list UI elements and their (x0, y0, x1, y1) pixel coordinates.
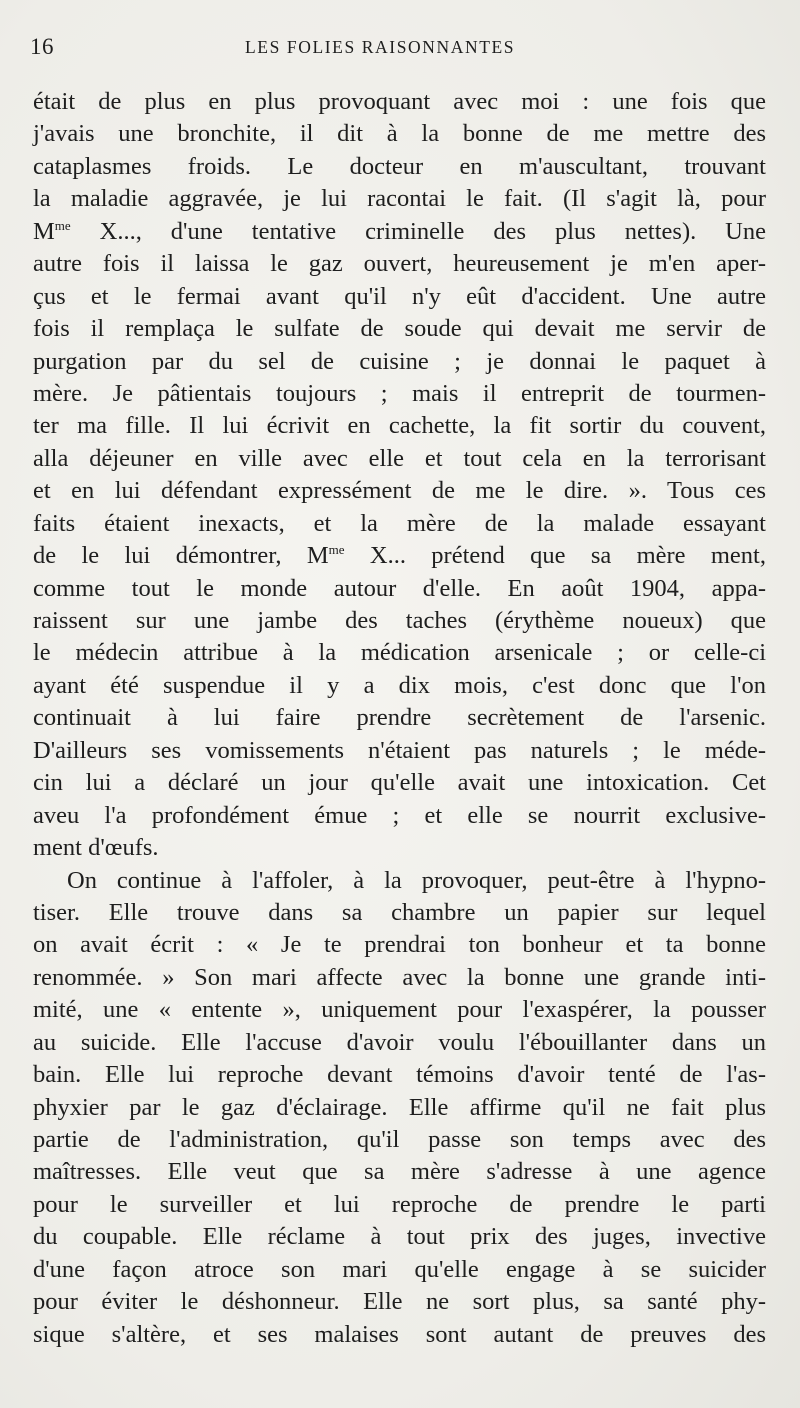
running-title: LES FOLIES RAISONNANTES (245, 37, 516, 57)
text-line: autre fois il laissa le gaz ouvert, heureusement je m'en aper- (33, 250, 766, 278)
text-line: tiser. Elle trouve dans sa chambre un papier sur lequel (33, 898, 766, 926)
text-line: sique s'altère, et ses malaises sont autant de preuves des (33, 1320, 766, 1348)
text-line: ayant été suspendue il y a dix mois, c'est donc que l'on (33, 671, 766, 699)
text-line: on avait écrit : « Je te prendrai ton bonheur et ta bonne (33, 931, 766, 959)
text-line: le médecin attribue à la médication arsenicale ; or celle-ci (33, 639, 766, 667)
text-line: maîtresses. Elle veut que sa mère s'adresse à une agence (33, 1158, 766, 1186)
paragraph-2 (33, 865, 766, 1352)
text-line: raissent sur une jambe des taches (érythème noueux) que (33, 607, 766, 634)
text-line: pour le surveiller et lui reproche de prendre le parti (33, 1190, 766, 1218)
text-line: fois il remplaça le sulfate de soude qui devait me servir de (33, 315, 766, 343)
text-line: était de plus en plus provoquant avec moi : une fois que (33, 88, 766, 115)
text-line: çus et le fermai avant qu'il n'y eût d'accident. Une autre (33, 282, 766, 310)
text-line: mère. Je pâtientais toujours ; mais il entreprit de tourmen- (33, 379, 766, 407)
text-line: comme tout le monde autour d'elle. En août 1904, appa- (33, 574, 766, 602)
text-line: purgation par du sel de cuisine ; je donnai le paquet à (33, 347, 766, 375)
page-number: 16 (30, 34, 54, 59)
body-text (33, 86, 766, 1351)
text-line: cin lui a déclaré un jour qu'elle avait une intoxication. Cet (33, 769, 766, 797)
text-line: cataplasmes froids. Le docteur en m'auscultant, trouvant (33, 152, 766, 180)
text-line: phyxier par le gaz d'éclairage. Elle affirme qu'il ne fait plus (33, 1093, 766, 1121)
text-line: ment d'œufs. (33, 834, 159, 862)
text-line: On continue à l'affoler, à la provoquer, peut-être à l'hypno- (67, 866, 766, 894)
text-line: alla déjeuner en ville avec elle et tout cela en la terrorisant (33, 444, 766, 472)
text-line: d'une façon atroce son mari qu'elle engage à se suicider (33, 1255, 766, 1283)
text-line: au suicide. Elle l'accuse d'avoir voulu l'ébouillanter dans un (33, 1028, 766, 1056)
text-line: D'ailleurs ses vomissements n'étaient pas naturels ; le méde- (33, 736, 766, 764)
text-line: j'avais une bronchite, il dit à la bonne de me mettre des (33, 120, 766, 148)
paragraph-1 (33, 86, 766, 865)
text-line: renommée. » Son mari affecte avec la bonne une grande inti- (33, 963, 766, 991)
text-line: aveu l'a profondément émue ; et elle se nourrit exclusive- (33, 801, 766, 829)
text-line: du coupable. Elle réclame à tout prix des juges, invective (33, 1223, 766, 1251)
text-line: de le lui démontrer, $M^{me}$ X... prétend que sa mère ment, (33, 542, 766, 570)
text-line: ter ma fille. Il lui écrivit en cachette, la fit sortir du couvent, (33, 412, 766, 440)
text-line: partie de l'administration, qu'il passe son temps avec des (33, 1126, 766, 1153)
text-line: la maladie aggravée, je lui racontai le fait. (Il s'agit là, pour (33, 185, 766, 213)
text-line: bain. Elle lui reproche devant témoins d'avoir tenté de l'as- (33, 1061, 766, 1089)
text-line: continuait à lui faire prendre secrètement de l'arsenic. (33, 704, 766, 732)
text-line: faits étaient inexacts, et la mère de la malade essayant (33, 509, 766, 537)
text-line: pour éviter le déshonneur. Elle ne sort plus, sa santé phy- (33, 1288, 766, 1316)
text-line: mité, une « entente », uniquement pour l'exaspérer, la pousser (33, 996, 766, 1024)
text-line: et en lui défendant expressément de me le dire. ». Tous ces (33, 477, 766, 505)
text-line: $M^{me}$ X..., d'une tentative criminelle des plus nettes). Une (33, 217, 767, 245)
running-head (30, 34, 775, 64)
